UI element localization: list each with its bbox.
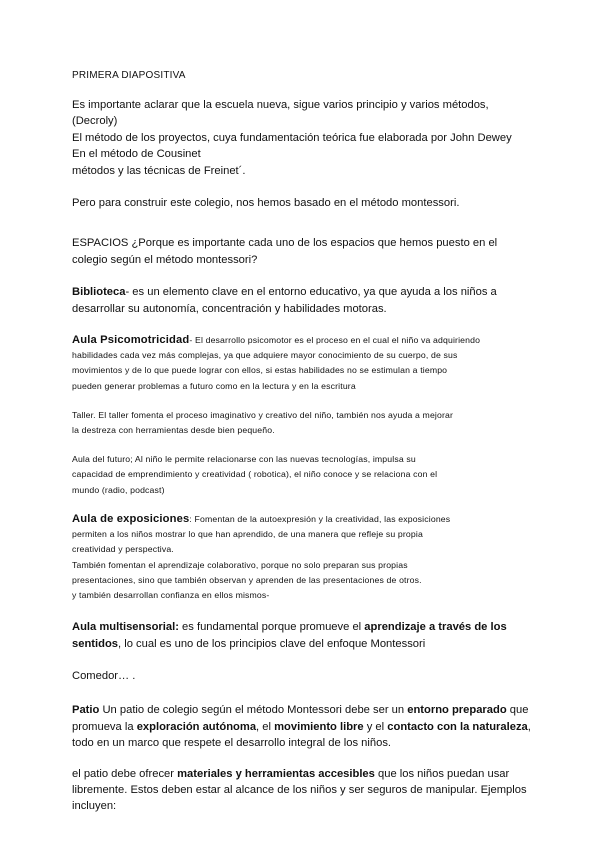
biblioteca-label: Biblioteca: [72, 286, 126, 299]
patio-emphasis: movimiento libre: [274, 720, 364, 733]
psicomotricidad-line: movimientos y de lo que puede lograr con ellos, si estas habilidades no se estimulan a tiempo: [72, 365, 448, 376]
multisensorial-text: es fundamental porque promueve el: [178, 621, 365, 634]
multisensorial-line: [72, 636, 534, 652]
futuro-paragraph: [72, 452, 534, 498]
multisensorial-emphasis: aprendizaje a través de los: [364, 621, 507, 634]
patio-materials-paragraph: [72, 766, 534, 815]
patio-materials-line: incluyen:: [72, 800, 117, 813]
patio-materials-line: [72, 766, 534, 782]
patio-text: y el: [363, 720, 388, 733]
section-title: PRIMERA DIAPOSITIVA: [72, 70, 186, 81]
spaces-question-line: ESPACIOS ¿Porque es importante cada uno de los espacios que hemos puesto en el: [72, 237, 498, 250]
taller-line: Taller. El taller fomenta el proceso imaginativo y creativo del niño, también nos ayuda a mejorar: [72, 409, 454, 420]
patio-materials-text: que los niños puedan usar: [374, 767, 510, 780]
multisensorial-paragraph: [72, 619, 534, 652]
intro-paragraph: [72, 97, 534, 179]
patio-materials-emphasis: materiales y herramientas accesibles: [177, 767, 375, 780]
biblioteca-paragraph: [72, 284, 534, 317]
psicomotricidad-line: [72, 333, 534, 348]
biblioteca-line: desarrollar su autonomía, concentración y habilidades motoras.: [72, 302, 387, 315]
exposiciones-label: Aula de exposiciones: [72, 512, 190, 525]
psicomotricidad-paragraph: [72, 333, 534, 394]
spaces-question: [72, 235, 534, 268]
intro-line: En el método de Cousinet: [72, 148, 201, 161]
intro-line: El método de los proyectos, cuya fundamentación teórica fue elaborada por John Dewey: [72, 131, 512, 144]
exposiciones-line: y también desarrollan confianza en ellos mismos-: [72, 589, 270, 600]
futuro-line: mundo (radio, podcast): [72, 484, 165, 495]
psicomotricidad-label: Aula Psicomotricidad: [72, 334, 190, 347]
intro-line: Es importante aclarar que la escuela nueva, sigue varios principio y varios métodos,: [72, 99, 489, 111]
document-page: [72, 70, 534, 815]
multisensorial-label: Aula multisensorial:: [72, 621, 179, 634]
exposiciones-line: presentaciones, sino que también observan y aprenden de las presentaciones de otros.: [72, 574, 422, 585]
patio-text: , el: [256, 720, 275, 733]
patio-paragraph: [72, 702, 534, 751]
patio-line: todo en un marco que respete el desarrollo integral de los niños.: [72, 737, 392, 750]
multisensorial-line: [72, 619, 534, 635]
patio-emphasis: exploración autónoma: [136, 720, 257, 733]
exposiciones-line: creatividad y perspectiva.: [72, 544, 174, 555]
intro-line: (Decroly): [72, 115, 118, 128]
patio-text: que: [506, 704, 529, 717]
patio-line: [72, 702, 534, 718]
patio-emphasis: contacto con la naturaleza: [387, 720, 528, 733]
psicomotricidad-line: habilidades cada vez más complejas, ya que adquiere mayor conocimiento de su cuerpo, de sus: [72, 350, 458, 361]
exposiciones-line: También fomentan el aprendizaje colaborativo, porque no solo preparan sus propias: [72, 559, 408, 570]
patio-text: ,: [527, 720, 531, 733]
patio-label: Patio: [72, 704, 100, 717]
patio-text: Un patio de colegio según el método Montessori debe ser un: [99, 704, 408, 717]
futuro-line: capacidad de emprendimiento y creatividad ( robotica), el niño conoce y se relaciona con el: [72, 469, 438, 480]
taller-paragraph: [72, 408, 534, 438]
patio-text: promueva la: [72, 720, 137, 733]
biblioteca-text: - es un elemento clave en el entorno educativo, ya que ayuda a los niños a: [125, 286, 497, 299]
patio-emphasis: entorno preparado: [407, 704, 507, 717]
multisensorial-emphasis: sentidos: [72, 637, 119, 650]
spaces-question-line: colegio según el método montessori?: [72, 253, 258, 266]
multisensorial-text: , lo cual es uno de los principios clave del enfoque Montessori: [118, 637, 426, 650]
exposiciones-paragraph: [72, 512, 534, 603]
psicomotricidad-text: - El desarrollo psicomotor es el proceso en el cual el niño va adquiriendo: [189, 335, 481, 346]
exposiciones-line: permiten a los niños mostrar lo que han aprendido, de una manera que refleje su propia: [72, 529, 423, 540]
exposiciones-text: : Fomentan de la autoexpresión y la creatividad, las exposiciones: [189, 513, 451, 524]
patio-materials-text: el patio debe ofrecer: [72, 767, 178, 780]
taller-line: la destreza con herramientas desde bien pequeño.: [72, 425, 275, 436]
comedor-paragraph: Comedor… .: [72, 669, 136, 682]
exposiciones-line: [72, 512, 534, 527]
futuro-line: Aula del futuro; Al niño le permite relacionarse con las nuevas tecnologías, impulsa su: [72, 454, 416, 465]
psicomotricidad-line: pueden generar problemas a futuro como en la lectura y en la escritura: [72, 380, 356, 391]
patio-materials-line: libremente. Estos deben estar al alcance de los niños y ser seguros de manipular. Ejemplos: [72, 783, 527, 796]
biblioteca-line: [72, 284, 534, 300]
montessori-statement: Pero para construir este colegio, nos hemos basado en el método montessori.: [72, 197, 460, 210]
patio-line: [72, 719, 534, 735]
intro-line: métodos y las técnicas de Freinet´.: [72, 164, 246, 177]
